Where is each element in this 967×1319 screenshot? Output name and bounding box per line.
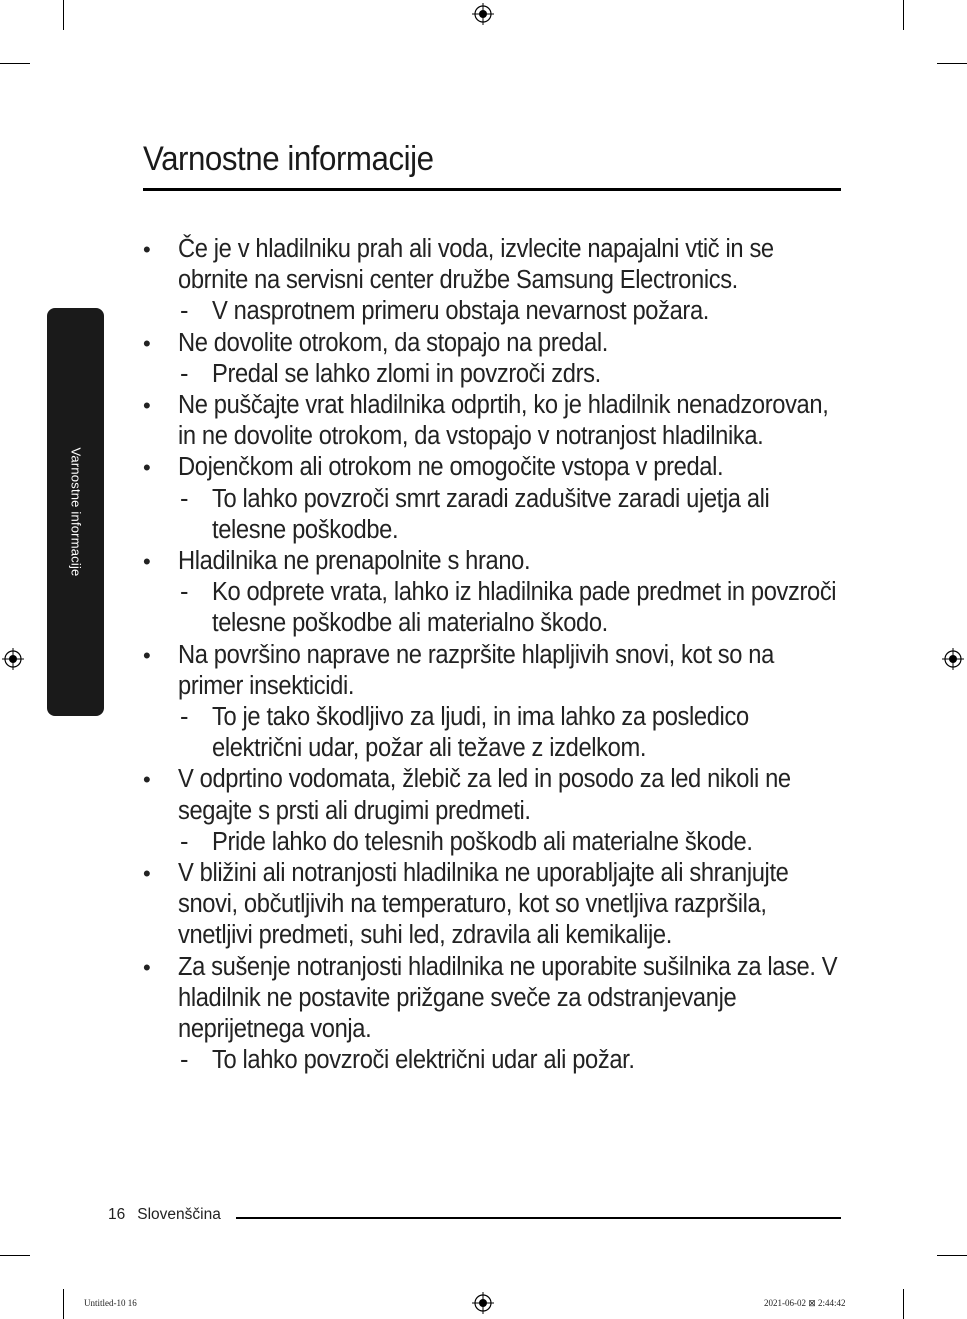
footer-divider bbox=[236, 1217, 841, 1219]
list-item-text: • Hladilnika ne prenapolnite s hrano. bbox=[178, 547, 531, 576]
sub-item bbox=[143, 296, 843, 327]
crop-mark bbox=[63, 0, 64, 30]
list-item-text: • Za sušenje notranjosti hladilnika ne uporabite sušilnika za lase. V hladilnik ne postavite prižgane sveče za odstranjevanje neprijetnega vonja. bbox=[178, 952, 838, 1044]
sub-item-text: - Predal se lahko zlomi in povzroči zdrs. bbox=[212, 359, 601, 388]
list-item-text: • Na površino naprave ne razpršite hlapljivih snovi, kot so na primer insekticidi. bbox=[178, 640, 774, 700]
list-item-text: • Dojenčkom ali otrokom ne omogočite vstopa v predal. bbox=[178, 453, 724, 482]
list-item-text: • Ne dovolite otrokom, da stopajo na predal. bbox=[178, 328, 608, 357]
list-item-text: • V bližini ali notranjosti hladilnika ne uporabljajte ali shranjujte snovi, občutljivih na temperaturo, kot so vnetljiva razpršila, vnetljivi predmeti, suhi led, zdravila ali kemikalije. bbox=[178, 859, 789, 950]
sub-item bbox=[143, 359, 843, 390]
list-item bbox=[143, 546, 843, 577]
list-item bbox=[143, 858, 843, 952]
crop-mark bbox=[63, 1289, 64, 1319]
sub-item-text: - To je tako škodljivo za ljudi, in ima lahko za posledico električni udar, požar ali težave z izdelkom. bbox=[212, 703, 749, 763]
footer-language: Slovenščina bbox=[137, 1206, 221, 1223]
side-tab bbox=[47, 308, 104, 716]
sub-item-text: - V nasprotnem primeru obstaja nevarnost požara. bbox=[212, 297, 709, 326]
sub-item bbox=[143, 827, 843, 858]
registration-mark-icon bbox=[942, 648, 964, 670]
registration-mark-icon bbox=[472, 3, 494, 25]
registration-mark-icon bbox=[2, 648, 24, 670]
list-item bbox=[143, 234, 843, 296]
page-footer bbox=[108, 1206, 221, 1224]
side-tab-label: Varnostne informacije bbox=[68, 447, 83, 577]
print-slug-file: Untitled-10 16 bbox=[84, 1298, 137, 1308]
sub-item bbox=[143, 577, 843, 639]
crop-mark bbox=[0, 1255, 30, 1256]
sub-item bbox=[143, 484, 843, 546]
crop-mark bbox=[0, 63, 30, 64]
list-item-text: • Ne puščajte vrat hladilnika odprtih, ko je hladilnik nenadzorovan, in ne dovolite otrokom, da vstopajo v notranjost hladilnika. bbox=[178, 391, 829, 451]
sub-item bbox=[143, 1045, 843, 1076]
list-item bbox=[143, 390, 843, 452]
safety-list bbox=[143, 234, 843, 1076]
page-number: 16 bbox=[108, 1206, 126, 1223]
list-item bbox=[143, 640, 843, 702]
list-item bbox=[143, 952, 843, 1046]
sub-item-text: - To lahko povzroči smrt zaradi zadušitve zaradi ujetja ali telesne poškodbe. bbox=[212, 484, 770, 544]
list-item bbox=[143, 328, 843, 359]
list-item bbox=[143, 764, 843, 826]
page-title: Varnostne informacije bbox=[143, 140, 434, 178]
sub-item-text: - To lahko povzroči električni udar ali požar. bbox=[212, 1046, 635, 1075]
list-item-text: • V odprtino vodomata, žlebič za led in posodo za led nikoli ne segajte s prsti ali drugimi predmeti. bbox=[178, 765, 791, 825]
list-item-text: • Če je v hladilniku prah ali voda, izvlecite napajalni vtič in se obrnite na servisni center družbe Samsung Electronics. bbox=[178, 235, 774, 295]
sub-item-text: - Ko odprete vrata, lahko iz hladilnika pade predmet in povzroči telesne poškodbe ali materialno škodo. bbox=[212, 578, 837, 638]
registration-mark-icon bbox=[472, 1292, 494, 1314]
crop-mark bbox=[903, 0, 904, 30]
title-divider bbox=[143, 188, 841, 191]
crop-mark bbox=[937, 63, 967, 64]
sub-item bbox=[143, 702, 843, 764]
list-item bbox=[143, 452, 843, 483]
crop-mark bbox=[903, 1289, 904, 1319]
sub-item-text: - Pride lahko do telesnih poškodb ali materialne škode. bbox=[212, 827, 753, 856]
print-slug-date: 2021-06-02 ⊠ 2:44:42 bbox=[764, 1298, 846, 1308]
crop-mark bbox=[937, 1255, 967, 1256]
